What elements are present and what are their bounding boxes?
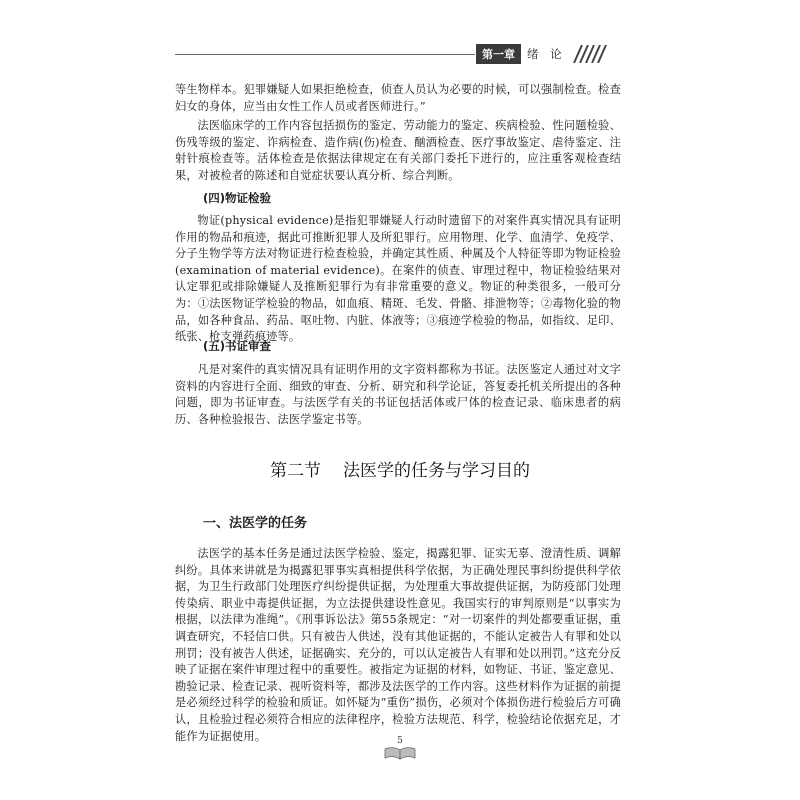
page-number: 5 — [397, 736, 403, 746]
paragraph-continued: 等生物样本。犯罪嫌疑人如果拒绝检查，侦查人员认为必要的时候，可以强制检查。检查妇女的身体，应当由女性工作人员或者医师进行。” — [175, 83, 621, 113]
paragraph-forensic-tasks: 法医学的基本任务是通过法医学检验、鉴定，揭露犯罪、证实无辜、澄清性质、调解纠纷。具体来讲就是为揭露犯罪事实真相提供科学依据，为正确处理民事纠纷提供科学依据，为卫生行政部门处理医疗纠纷提供证据，为处理重大事故提供证据，为防疫部门处理传染病、职业中毒提供证据，为立法提供建设性意见。我国实行的审判原则是“以事实为根据，以法律为准绳”。《刑事诉讼法》第55条规定：“对一切案件的判处都要重证据，重调查研究，不轻信口供。只有被告人供述，没有其他证据的，不能认定被告人有罪和处以刑罚；没有被告人供述，证据确实、充分的，可以认定被告人有罪和处以刑罚。”这充分反映了证据在案件审理过程中的重要性。被指定为证据的材料，如物证、书证、鉴定意见、勘验记录、检查记录、视听资料等，都涉及法医学的工作内容。这些材料作为证据的前提是必须经过科学的检验和质证。如怀疑为“重伤”损伤，必须对个体损伤进行检验后方可确认，且检验过程必须符合相应的法律程序，检验方法规范、科学，检验结论依据充足，才能作为证据使用。 — [175, 547, 621, 743]
section-title-text: 法医学的任务与学习目的 — [343, 461, 530, 481]
chapter-title: 绪 论 — [527, 47, 566, 61]
subheading-physical-evidence: (四)物证检验 — [203, 191, 272, 205]
section-title — [0, 456, 800, 481]
decorative-stripes-icon — [572, 45, 608, 63]
paragraph-physical-evidence: 物证(physical evidence)是指犯罪嫌疑人行动时遗留下的对案件真实情况具有证明作用的物品和痕迹，据此可推断犯罪人及所犯罪行。应用物理、化学、血清学、免疫学、分子生物学等方法对物证进行检查检验，并确定其性质、种属及个人特征等即为物证检验(examination of material evidence)。在案件的侦查、审理过程中，物证检验结果对认定罪犯或排除嫌疑人及推断犯罪行为有非常重要的意义。物证的种类很多，一般可分为：①法医物证学检验的物品，如血痕、精斑、毛发、骨骼、排泄物等；②毒物化验的物品，如各种食品、药品、呕吐物、内脏、体液等；③痕迹学检验的物品，如指纹、足印、纸张、枪支弹药痕迹等。 — [175, 214, 621, 344]
paragraph-documentary-evidence: 凡是对案件的真实情况具有证明作用的文字资料都称为书证。法医鉴定人通过对文字资料的内容进行全面、细致的审查、分析、研究和科学论证，答复委托机关所提出的各种问题，即为书证审查。与法医学有关的书证包括活体或尸体的检查记录、临床患者的病历、各种检验报告、法医学鉴定书等。 — [175, 363, 621, 426]
open-book-icon — [383, 746, 417, 760]
chapter-header — [476, 44, 608, 64]
section-number: 第二节 — [270, 461, 321, 481]
paragraph-clinical-forensics: 法医临床学的工作内容包括损伤的鉴定、劳动能力的鉴定、疾病检验、性问题检验、伤残等级的鉴定、诈病检查、造作病(伤)检查、酗酒检查、医疗事故鉴定、虐待鉴定、注射针痕检查等。活体检查是依据法律规定在有关部门委托下进行的，应注重客观检查结果，对被检者的陈述和自觉症状要认真分析、综合判断。 — [175, 119, 621, 182]
chapter-label: 第一章 — [476, 44, 521, 64]
header-rule — [175, 54, 475, 55]
subsection-title: 一、法医学的任务 — [203, 516, 308, 531]
subheading-documentary-evidence: (五)书证审查 — [203, 339, 272, 353]
